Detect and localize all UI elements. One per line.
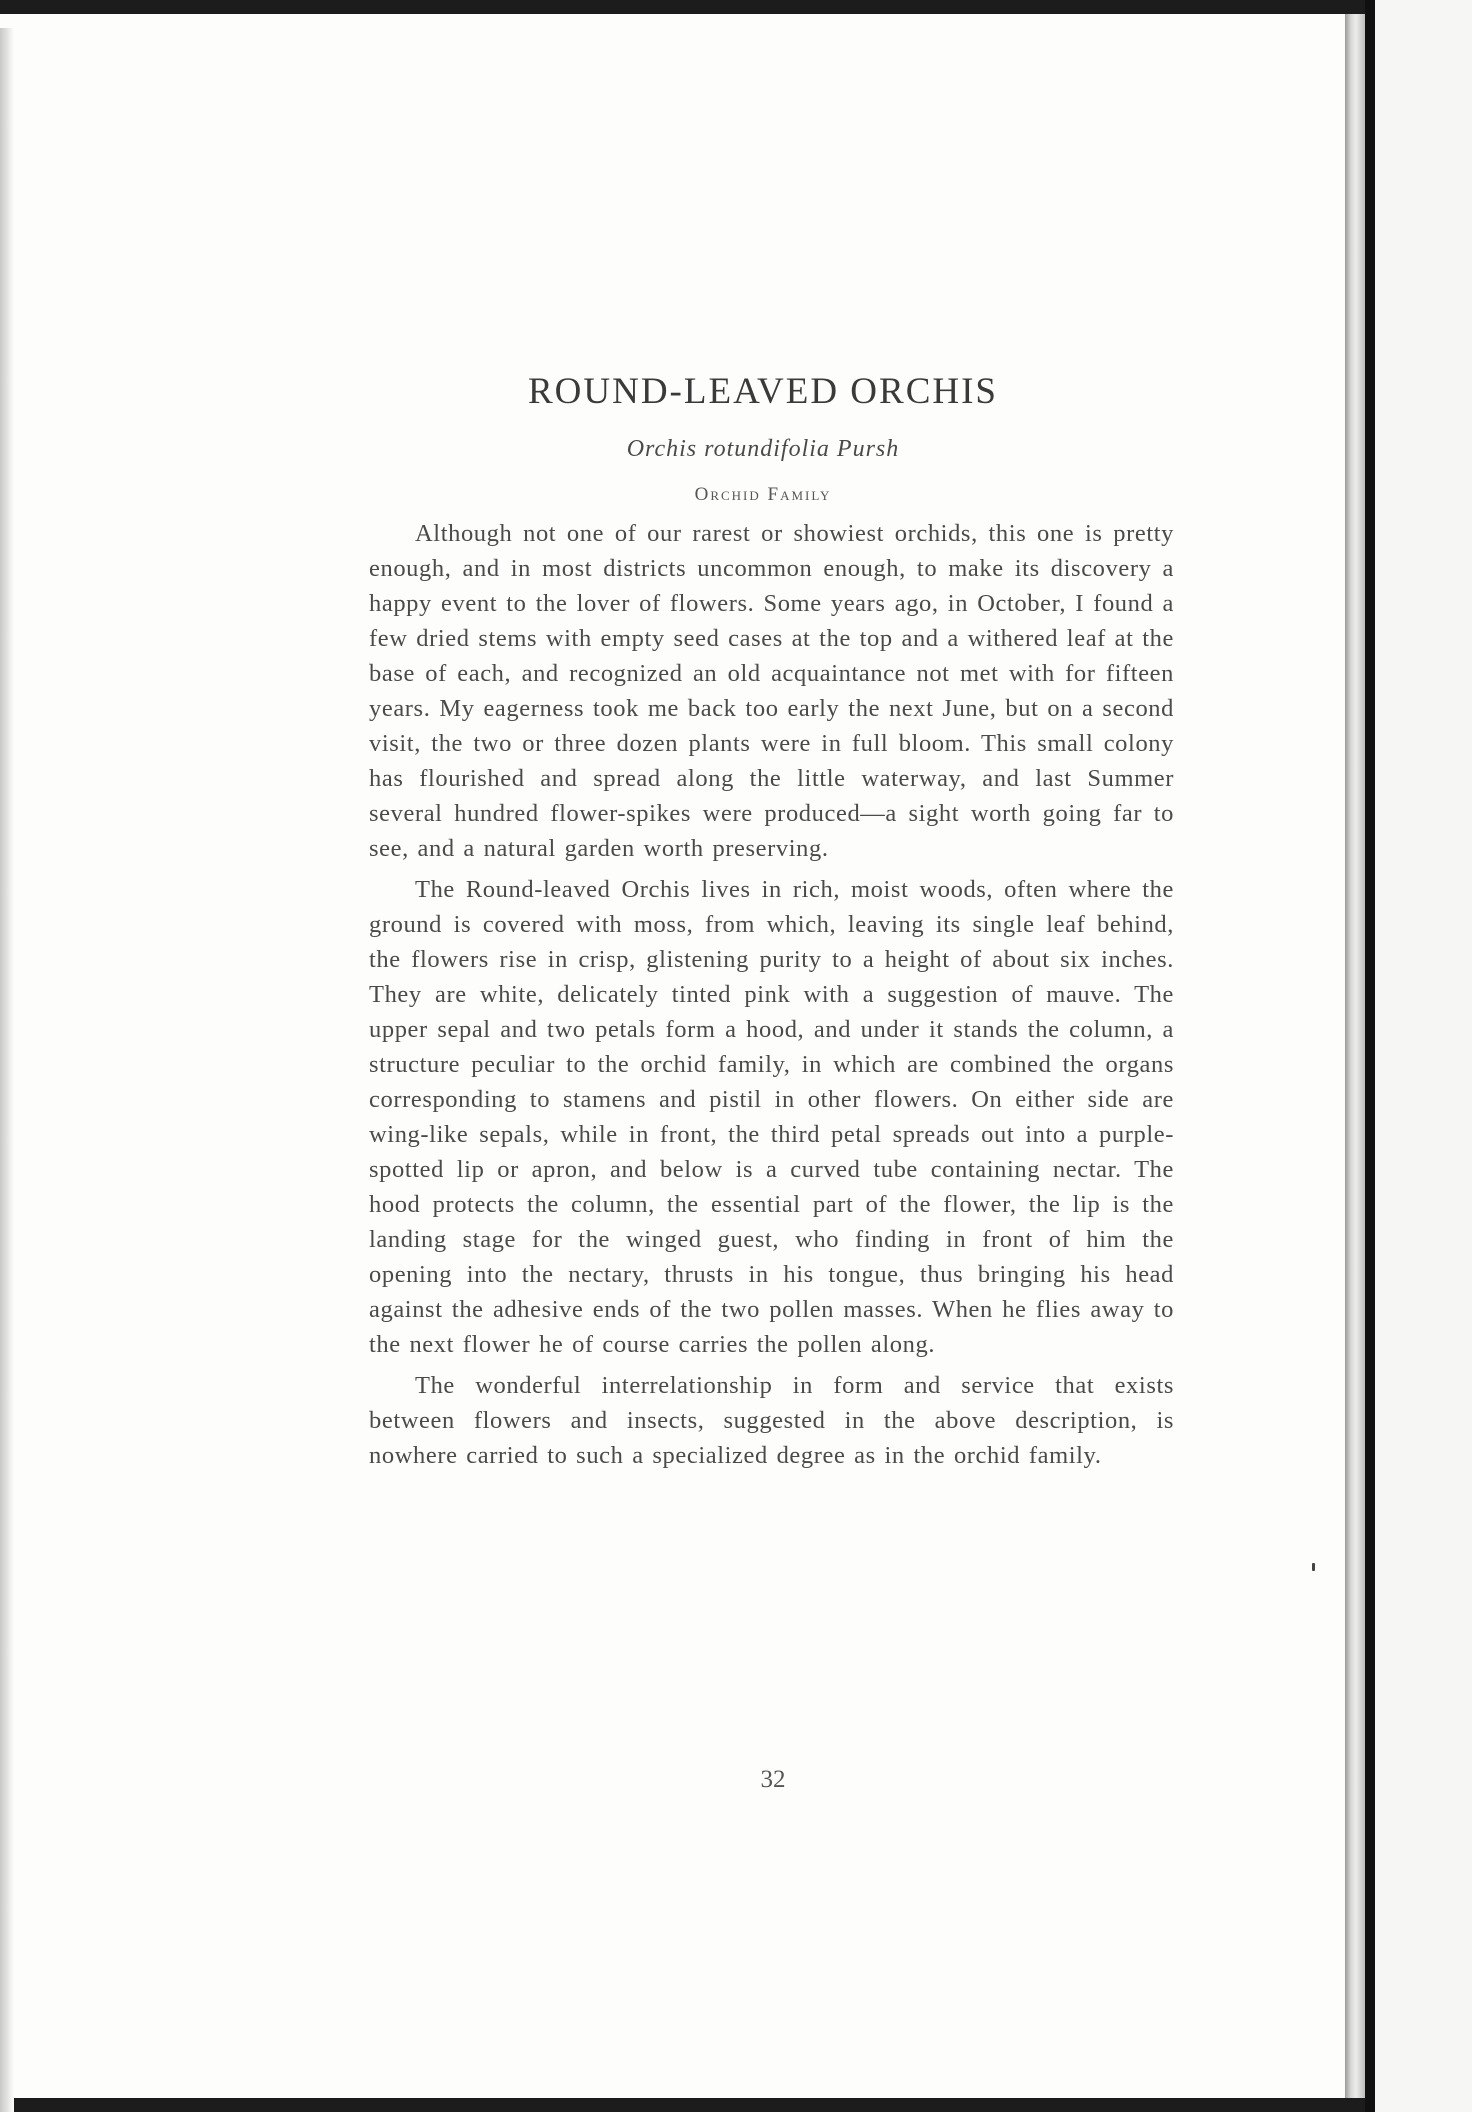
paragraph-1: Although not one of our rarest or showiest orchids, this one is pretty enough, and in most districts uncommon enough, to make its discovery a happy event to the lover of flowers. Some years ago, in October, I found a few dried stems with empty seed cases at the top and a withered leaf at the base of each, and recognized an old acquaintance not met with for fifteen years. My eagerness took me back too early the next June, but on a second visit, the two or three dozen plants were in full bloom. This small colony has flourished and spread along the little waterway, and last Summer several hundred flower-spikes were produced—a sight worth going far to see, and a natural garden worth preserving.	[369, 520, 1174, 862]
page-edge	[1345, 14, 1365, 2098]
page-left-shadow	[0, 28, 14, 2112]
page-title: ROUND-LEAVED ORCHIS	[527, 371, 999, 412]
book-page	[0, 14, 1345, 2098]
scientific-name: Orchis rotundifolia Pursh	[626, 436, 900, 462]
page-number: 32	[760, 1766, 786, 1793]
adjacent-page-edge	[1375, 0, 1472, 2112]
dust-speck	[1312, 1563, 1315, 1571]
plant-family: Orchid Family	[694, 484, 832, 505]
body-text	[369, 516, 1174, 1479]
binding-gap	[1365, 0, 1375, 2112]
paragraph-3: The wonderful interrelationship in form and service that exists between flowers and insects, suggested in the above description, is nowhere carried to such a specialized degree as in the orchid family.	[369, 1372, 1174, 1469]
paragraph-2: The Round-leaved Orchis lives in rich, moist woods, often where the ground is covered with moss, from which, leaving its single leaf behind, the flowers rise in crisp, glistening purity to a height of about six inches. They are white, delicately tinted pink with a suggestion of mauve. The upper sepal and two petals form a hood, and under it stands the column, a structure peculiar to the orchid family, in which are combined the organs corresponding to stamens and pistil in other flowers. On either side are wing-like sepals, while in front, the third petal spreads out into a purple-spotted lip or apron, and below is a curved tube containing nectar. The hood protects the column, the essential part of the flower, the lip is the landing stage for the winged guest, who finding in front of him the opening into the nectary, thrusts in his tongue, thus bringing his head against the adhesive ends of the two pollen masses. When he flies away to the next flower he of course carries the pollen along.	[369, 876, 1174, 1358]
